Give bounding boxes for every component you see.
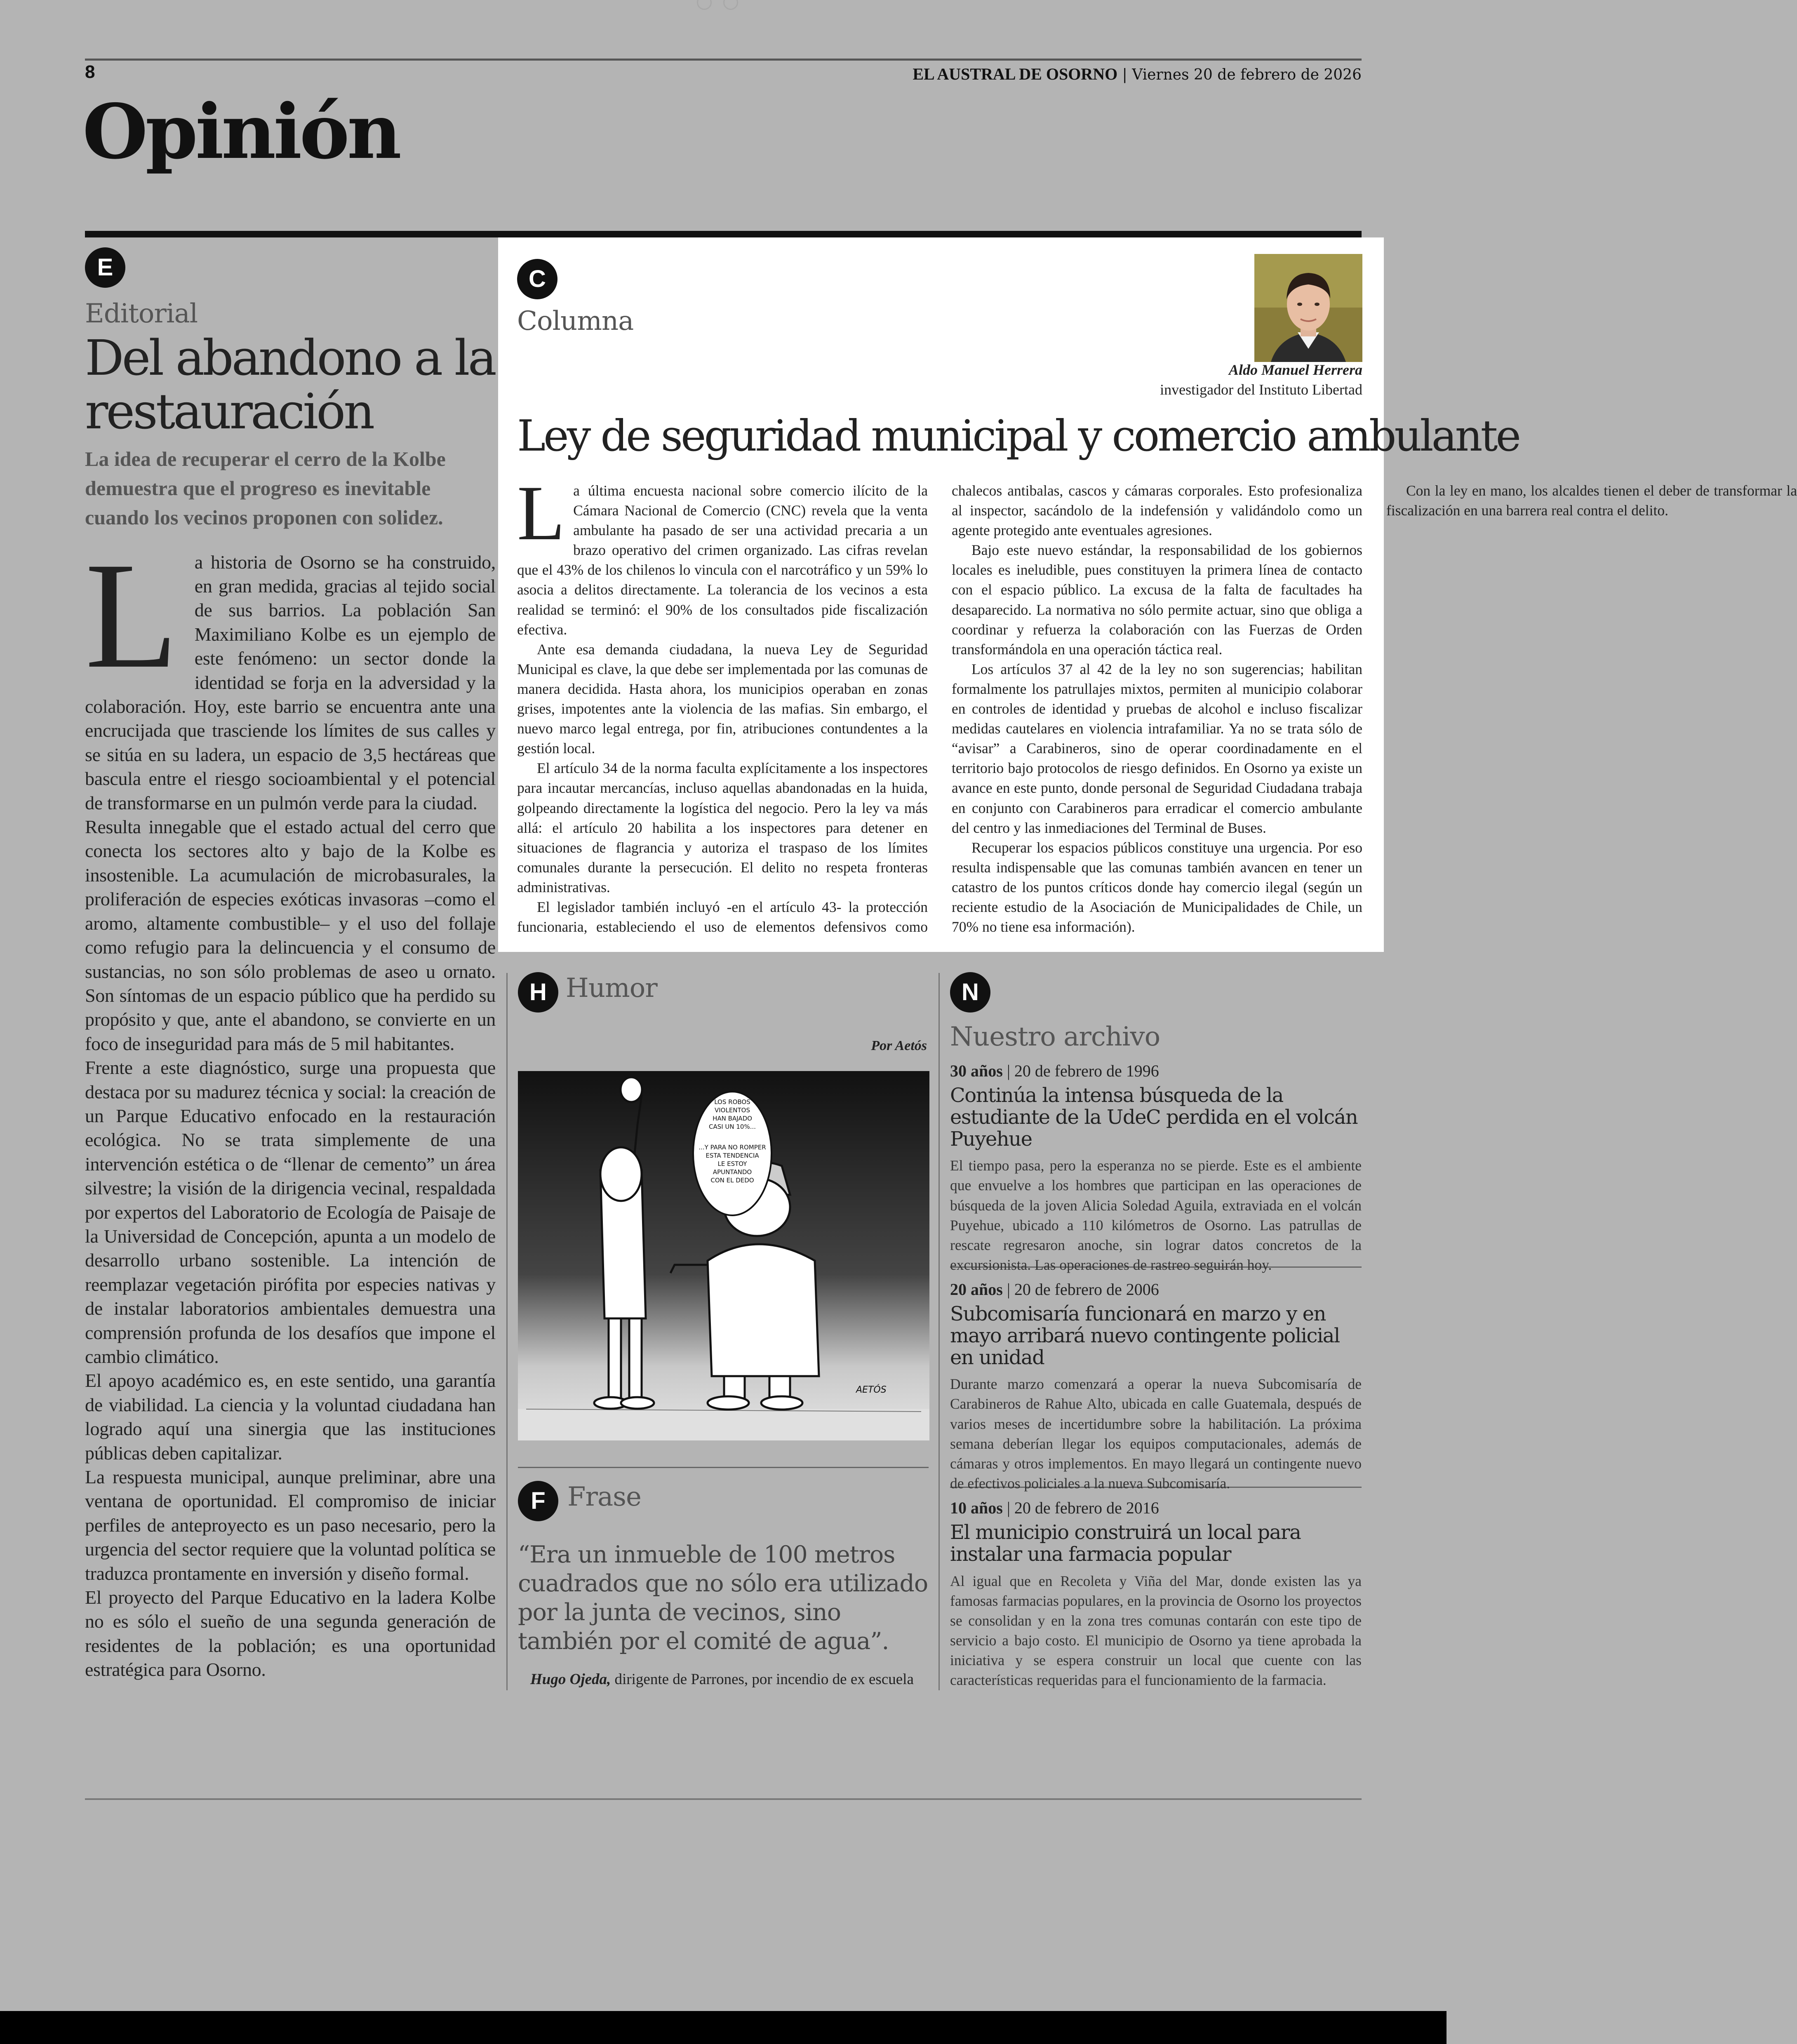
frase-badge: F bbox=[518, 1481, 558, 1521]
cartoon-bubble-line: CON EL DEDO bbox=[710, 1177, 754, 1184]
frase-attribution-role: dirigente de Parrones, por incendio de ex escuela bbox=[611, 1671, 914, 1688]
archive-item-dateline bbox=[950, 1280, 1362, 1299]
viewer-dot-icon[interactable] bbox=[723, 0, 738, 10]
archive-item bbox=[950, 1061, 1362, 1275]
cartoon-signature: AETÓS bbox=[856, 1385, 887, 1395]
header-rule bbox=[85, 59, 1362, 61]
archive-item-date: | 20 de febrero de 2016 bbox=[1002, 1499, 1159, 1517]
archive-item-text: El tiempo pasa, pero la esperanza no se pierde. Este es el ambiente que envuelve a los hombres que participan en las operaciones de búsqueda de la joven Alicia Soledad Aguila, extraviada en el volcán Puyehue, ubicado a 110 kilómetros de Osorno. Las patrullas de rescate regresaron anoche, sin lograr datos concretos de la excursionista. Las operaciones de rastreo seguirán hoy. bbox=[950, 1157, 1362, 1273]
editorial-paragraph: Resulta innegable que el estado actual del cerro que conecta los sectores alto y bajo de la Kolbe es insostenible. La acumulación de microbasurales, la proliferación de especies exóticas invasoras –como el aromo, altamente combustible– y el uso del follaje como refugio para la delincuencia y el consumo de sustancias, no son sólo problemas de aseo u ornato. Son síntomas de un espacio público que ha perdido su propósito y que, ante el abandono, se convierte en un foco de inseguridad para más de 5 mil habitantes. bbox=[85, 816, 496, 1054]
archive-item-date: | 20 de febrero de 1996 bbox=[1002, 1062, 1159, 1080]
frase-quote: “Era un inmueble de 100 metros cuadrados que no sólo era utilizado por la junta de vecinos, sino también por el comité de agua”. bbox=[518, 1541, 928, 1655]
archive-item-headline: El municipio construirá un local para instalar una farmacia popular bbox=[950, 1521, 1301, 1566]
editorial-badge: E bbox=[85, 247, 125, 288]
cartoon-bubble-line: LOS ROBOS bbox=[714, 1098, 750, 1106]
column-divider bbox=[506, 973, 508, 1690]
archive-item-years: 20 años bbox=[950, 1280, 1003, 1299]
cartoon-bubble-line: HAN BAJADO bbox=[713, 1115, 752, 1122]
frase-attribution bbox=[530, 1670, 938, 1688]
column-paragraph: Con la ley en mano, los alcaldes tienen el deber de transformar la fiscalización en una barrera real contra el delito. bbox=[1386, 482, 1797, 519]
column-paragraph: Recuperar los espacios públicos constituye una urgencia. Por eso resulta indispensable que las comunas también avancen en tener un catastro de los puntos críticos donde hay comercio ilegal (según un reciente estudio de la Asociación de Municipalidades de Chile, un 70% no tiene esa información). bbox=[952, 839, 1362, 935]
archive-item bbox=[950, 1498, 1362, 1690]
column-paragraph: El artículo 34 de la norma faculta explícitamente a los inspectores para incautar mercancías, incluso aquellas abandonadas en la huida, golpeando directamente la logística del negocio. Pero la ley va más allá: el artículo 20 habilita a los inspectores para detener en situaciones de flagrancia y autoriza el traspaso de los límites comunales durante la persecución. El delito no respeta fronteras administrativas. bbox=[517, 760, 928, 895]
page-number: 8 bbox=[85, 62, 95, 82]
cartoon-bubble-line: LE ESTOY bbox=[717, 1160, 747, 1168]
header-dateline: EL AUSTRAL DE OSORNO | Viernes 20 de febrero de 2026 bbox=[913, 65, 1362, 83]
archive-item-years: 10 años bbox=[950, 1499, 1003, 1517]
humor-cartoon bbox=[518, 1071, 929, 1440]
archive-item-dateline bbox=[950, 1498, 1362, 1518]
archive-item bbox=[950, 1280, 1362, 1493]
archive-item-years: 30 años bbox=[950, 1062, 1003, 1080]
section-divider bbox=[518, 1467, 929, 1468]
column-article bbox=[498, 237, 1797, 952]
section-rule bbox=[85, 231, 1362, 237]
column-paragraph: Ante esa demanda ciudadana, la nueva Ley de Seguridad Municipal es clave, la que debe ser implementada por las comunas de manera decidida. Hasta ahora, los municipios operaban en zonas grises, impotentes ante la violencia de las mafias. Sin embargo, el nuevo marco legal entrega, por fin, atribuciones contundentes a la gestión local. bbox=[517, 641, 928, 757]
archive-item-headline: Subcomisaría funcionará en marzo y en mayo arribará nuevo contingente policial en unidad bbox=[950, 1302, 1340, 1369]
editorial-paragraph bbox=[85, 531, 496, 815]
section-title: Opinión bbox=[82, 87, 400, 176]
archive-item-headline: Continúa la intensa búsqueda de la estudiante de la UdeC perdida en el volcán Puyehue bbox=[950, 1084, 1358, 1151]
cartoon-bubble-line: APUNTANDO bbox=[713, 1168, 752, 1176]
column-headline: Ley de seguridad municipal y comercio ambulante bbox=[517, 411, 1519, 461]
page-viewer-controls[interactable] bbox=[697, 0, 755, 12]
cartoon-bubble-line: ...Y PARA NO ROMPER bbox=[699, 1144, 766, 1151]
viewer-dot-icon[interactable] bbox=[697, 0, 712, 10]
author-role: investigador del Instituto Libertad bbox=[1160, 381, 1362, 398]
author-name: Aldo Manuel Herrera bbox=[1228, 362, 1362, 378]
publication-date: Viernes 20 de febrero de 2026 bbox=[1132, 66, 1362, 83]
archive-title: Nuestro archivo bbox=[950, 1022, 1160, 1052]
editorial-headline: Del abandono a la restauración bbox=[85, 329, 495, 440]
frase-title: Frase bbox=[567, 1482, 641, 1512]
cartoon-bubble-line: CASI UN 10%... bbox=[708, 1123, 756, 1130]
editorial-paragraph: El proyecto del Parque Educativo en la ladera Kolbe no es sólo el sueño de una segunda generación de residentes de la población; es una oportunidad estratégica para Osorno. bbox=[85, 1587, 496, 1680]
humor-badge: H bbox=[518, 972, 558, 1013]
column-badge: C bbox=[517, 259, 557, 299]
archive-item-text: Al igual que en Recoleta y Viña del Mar, donde existen las ya famosas farmacias populares, en la provincia de Osorno los proyectos se consolidan y en la zona tres comunas contarán con este tipo de servicio a bajo costo. El municipio de Osorno ya tiene aprobada la iniciativa y se espera construir un local que cuente con las características requeridas para el funcionamiento de la farmacia. bbox=[950, 1572, 1362, 1689]
editorial-deck: La idea de recuperar el cerro de la Kolbe demuestra que el progreso es inevitable cuando los vecinos proponen con solidez. bbox=[85, 447, 446, 529]
cartoon-bubble-line: VIOLENTOS bbox=[714, 1107, 750, 1114]
archive-item-dateline bbox=[950, 1061, 1362, 1081]
column-paragraph-text: a última encuesta nacional sobre comercio ilícito de la Cámara Nacional de Comercio (CNC) revela que la venta ambulante ha pasado de ser una actividad precaria a un brazo operativo del crimen organizado. Las cifras revelan que el 43% de los chilenos lo vincula con el narcotráfico y un 59% lo asocia a delitos directamente. La tolerancia de los vecinos a esta realidad se terminó: el 90% de los consultados pide fiscalización efectiva. bbox=[517, 482, 928, 638]
editorial-paragraph: El apoyo académico es, en este sentido, una garantía de viabilidad. La ciencia y la voluntad ciudadana han logrado aquí una sinergia que las instituciones públicas deben capitalizar. bbox=[85, 1370, 496, 1464]
viewer-bottom-bar bbox=[0, 2011, 1447, 2044]
archive-badge: N bbox=[950, 972, 990, 1013]
column-paragraph: El legislador también incluyó -en el artículo 43- la protección funcionaria, estableciendo el uso de elementos defensivos como chalecos antibalas, cascos y cámaras corporales. Esto profesionaliza al inspector, sacándolo de la indefensión y validándolo como un agente protegido ante eventuales agresiones. bbox=[517, 482, 1362, 935]
column-body bbox=[517, 470, 1797, 942]
cartoon-bubble-line: ESTA TENDENCIA bbox=[706, 1152, 759, 1159]
column-paragraph: Los artículos 37 al 42 de la ley no son sugerencias; habilitan formalmente los patrullajes mixtos, permiten al municipio colaborar en controles de identidad y pruebas de alcohol e incluso fiscalizar medidas cautelares en violencia intrafamiliar. Ya no se trata sólo de “avisar” a Carabineros, sino de operar coordinadamente en el territorio bajo protocolos de riesgo definidos. En Osorno ya existe un avance en este punto, donde personal de Seguridad Ciudadana trabaja en conjunto con Carabineros para erradicar el comercio ambulante del centro y las inmediaciones del Terminal de Buses. bbox=[952, 660, 1362, 836]
archive-item-text: Durante marzo comenzará a operar la nueva Subcomisaría de Carabineros de Rahue Alto, ubicada en calle Guatemala, después de varios meses de incertidumbre sobre la habilitación. La próxima semana deberían llegar los equipos computacionales, además de cámaras y otros implementos. En mayo llegará un contingente nuevo de efectivos policiales a la nueva Subcomisaría. bbox=[950, 1376, 1362, 1492]
editorial-paragraph: Frente a este diagnóstico, surge una propuesta que destaca por su madurez técnica y social: la creación de un Parque Educativo enfocado en la restauración ecológica. No se trata simplemente de una intervención estética o de “llenar de cemento” un área silvestre; la visión de la dirigencia vecinal, respaldada por expertos del Laboratorio de Ecología de Paisaje de la Universidad de Concepción, apunta a un modelo de desarrollo urbano sostenible. La intención de reemplazar vegetación pirófita por especies nativas y de instalar laboratorios ambientales demuestra una comprensión profunda de los desafíos que impone el cambio climático. bbox=[85, 1057, 496, 1367]
editorial-body bbox=[85, 531, 496, 1682]
author-photo bbox=[1254, 254, 1362, 362]
editorial-paragraph-text: a historia de Osorno se ha construido, en gran medida, gracias al tejido social de sus barrios. La población San Maximiliano Kolbe es un ejemplo de este fenómeno: un sector donde la identidad se forja en la adversidad y la colaboración. Hoy, este barrio se encuentra ante una encrucijada que trasciende los límites de sus calles y se sitúa en su ladera, un espacio de 3,5 hectáreas que bascula entre el riesgo socioambiental y el potencial de transformarse en un pulmón verde para la ciudad. bbox=[85, 551, 496, 813]
column-kicker: Columna bbox=[517, 306, 634, 336]
column-dropcap: L bbox=[517, 470, 565, 557]
column-paragraph: Bajo este nuevo estándar, la responsabilidad de los gobiernos locales es ineludible, pues constituyen la primera línea de contacto con el espacio público. La excusa de la falta de facultades ha desaparecido. La normativa no sólo permite actuar, sino que obliga a coordinar y refuerza la colaboración con las Fuerzas de Orden transformándola en una operación táctica real. bbox=[952, 542, 1362, 658]
editorial-article bbox=[85, 247, 496, 1682]
editorial-paragraph: La respuesta municipal, aunque preliminar, abre una ventana de oportunidad. El compromiso de iniciar perfiles de anteproyecto es un paso necesario, pero la urgencia del sector requiere que la voluntad política se traduzca prontamente en inversión y diseño formal. bbox=[85, 1466, 496, 1584]
frase-attribution-name: Hugo Ojeda, bbox=[530, 1671, 611, 1688]
publication-name: EL AUSTRAL DE OSORNO bbox=[913, 65, 1118, 83]
column-divider bbox=[938, 973, 940, 1690]
humor-title: Humor bbox=[566, 973, 657, 1003]
editorial-dropcap: L bbox=[85, 531, 178, 700]
editorial-kicker: Editorial bbox=[85, 298, 198, 329]
archive-item-date: | 20 de febrero de 2006 bbox=[1002, 1280, 1159, 1299]
footer-rule bbox=[85, 1798, 1362, 1800]
humor-credit: Por Aetós bbox=[871, 1038, 927, 1053]
column-paragraph bbox=[517, 470, 928, 639]
